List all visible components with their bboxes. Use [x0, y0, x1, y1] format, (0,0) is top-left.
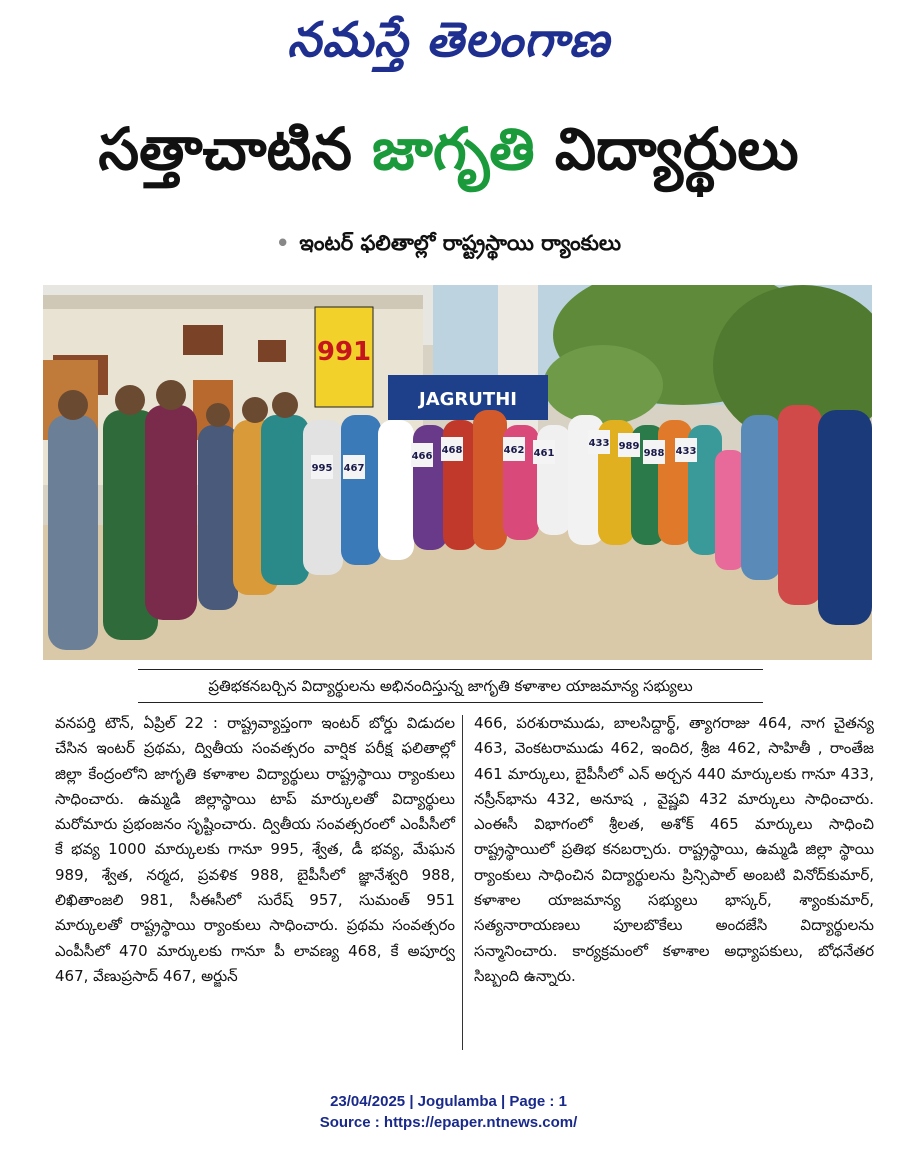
footer-source: Source : https://epaper.ntnews.com/ — [319, 1114, 578, 1131]
headline-highlight: జాగృతి — [372, 115, 535, 183]
column-divider — [462, 715, 463, 1050]
banner-number: 991 — [316, 337, 372, 367]
group-photo-illustration — [43, 285, 872, 660]
bullet-icon: • — [275, 231, 290, 255]
placard-9: 988 — [643, 448, 665, 459]
placard-2: 467 — [343, 463, 365, 474]
placard-6: 461 — [533, 448, 555, 459]
subheadline — [0, 225, 897, 261]
photo-caption: ప్రతిభకనబర్చిన విద్యార్థులను అభినందిస్తున్న జాగృతి కళాశాల యాజమాన్య సభ్యులు — [208, 677, 693, 695]
headline-part1: సత్తాచాటిన — [98, 115, 373, 183]
banner-text: JAGRUTHI — [419, 389, 517, 410]
article-column-left: వనపర్తి టౌన్, ఏప్రిల్ 22 : రాష్ట్రవ్యాప్తంగా ఇంటర్ బోర్డు విడుదల చేసిన ఇంటర్ ప్రథమ, ద్వితీయ సంవత్సరం వార్షిక పరీక్ష ఫలితాల్లో జిల్లా కేంద్రంలోని జాగృతి కళాశాల విద్యార్థులు రాష్ట్రస్థాయి ర్యాంకులు సాధించారు. ఉమ్మడి జిల్లాస్థాయి టాప్ మార్కులతో విద్యార్థులు మరోమారు ప్రభంజనం సృష్టించారు. ద్వితీయ సంవత్సరంలో ఎంపీసీలో కే భవ్య 1000 మార్కులకు గానూ 995, శ్వేత, డీ భవ్య, మేఘన 989, శ్వేత, నర్మద, ప్రవళిక 988, బైపీసీలో జ్ఞానేశ్వరి 988, లిఖితాంజలి 981, సీఈసీలో సురేష్ 957, సుమంత్ 951 మార్కులతో రాష్ట్రస్థాయి ర్యాంకులు సాధించారు. ప్రథమ సంవత్సరం ఎంపీసీలో 470 మార్కులకు గానూ పీ లావణ్య 468, కే అపూర్వ 467, వేణుప్రసాద్ 467, అర్జున్ — [55, 714, 455, 985]
placard-10: 433 — [675, 446, 697, 457]
masthead-title: నమస్తే తెలంగాణ — [287, 12, 610, 68]
placard-4: 468 — [441, 445, 463, 456]
group-photo — [43, 285, 872, 660]
placard-1: 995 — [311, 463, 333, 474]
article-column-right: 466, పరశురాముడు, బాలసిద్దార్థ్, త్యాగరాజు 464, నాగ చైతన్య 463, వెంకటరాముడు 462, ఇందిర, శ్రీజ 462, సాహితీ , రాంతేజ 461 మార్కులు, బైపీసీలో ఎన్ అర్చన 440 మార్కులకు గానూ 433, నస్రీన్‌భాను 432, అనూష , వైష్ణవి 432 మార్కులు సాధించారు. ఎంఈసీ విభాగంలో శ్రీలత, అశోక్ 465 మార్కులు సాధించి రాష్ట్రస్థాయిలో ప్రతిభ కనబర్చారు. రాష్ట్రస్థాయి, ఉమ్మడి జిల్లా స్థాయి ర్యాంకులు సాధించిన విద్యార్థులను ప్రిన్సిపాల్ అంబటి వినోద్‌కుమార్, కళాశాల యాజమాన్య సభ్యులు భాస్కర్, శ్యాంకుమార్, సత్యనారాయణలు పూలబొకేలు అందజేసి విద్యార్థులను సన్మానించారు. కార్యక్రమంలో కళాశాల అధ్యాపకులు, బోధనేతర సిబ్బంది ఉన్నారు. — [474, 714, 874, 985]
footer-date-edition: 23/04/2025 | Jogulamba | Page : 1 — [330, 1093, 567, 1110]
placard-8: 989 — [618, 441, 640, 452]
placard-3: 466 — [411, 451, 433, 462]
caption-rule-bottom — [138, 702, 763, 703]
headline-part2: విద్యార్థులు — [534, 115, 799, 183]
placard-5: 462 — [503, 445, 525, 456]
placard-7: 433 — [588, 438, 610, 449]
subheadline-text: ఇంటర్ ఫలితాల్లో రాష్ట్రస్థాయి ర్యాంకులు — [299, 231, 622, 255]
headline — [0, 104, 897, 194]
